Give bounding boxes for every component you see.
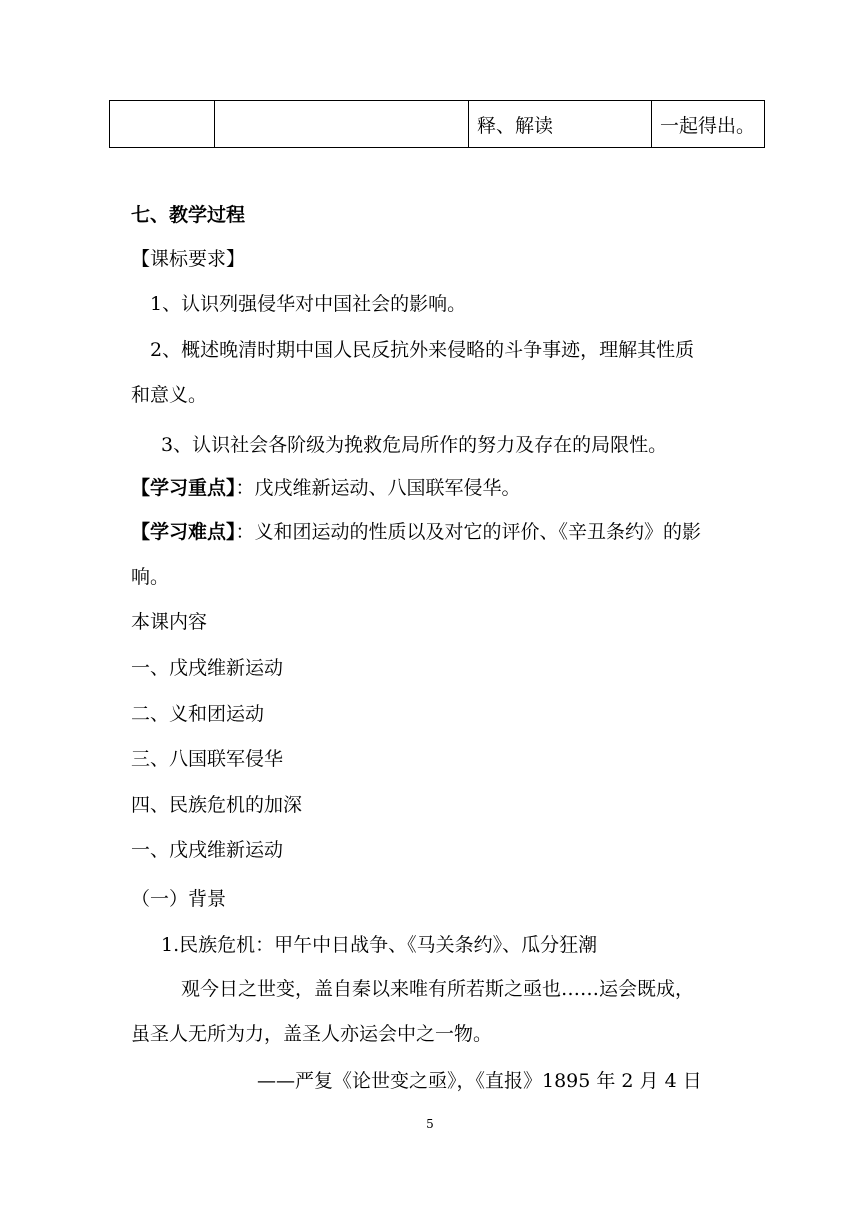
table-cell-1 (110, 101, 215, 148)
lesson-content-heading: 本课内容 (131, 611, 208, 633)
lesson-content-item: 一、戊戌维新运动 (131, 657, 284, 679)
difficult-points-line-1 (131, 520, 701, 544)
curriculum-item-2-line-1: 2、概述晚清时期中国人民反抗外来侵略的斗争事迹，理解其性质 (150, 339, 695, 361)
difficult-points-label: 【学习难点】 (131, 521, 236, 543)
page-number: 5 (426, 1117, 434, 1131)
table-cell-2 (215, 101, 469, 148)
table-cell-4: 一起得出。 (652, 101, 765, 148)
difficult-points-line-2: 响。 (131, 566, 170, 588)
curriculum-item-2-line-2: 和意义。 (131, 384, 208, 406)
curriculum-heading: 【课标要求】 (131, 248, 246, 270)
quote-line-2: 虽圣人无所为力，盖圣人亦运会中之一物。 (131, 1023, 493, 1045)
difficult-points-text: ：义和团运动的性质以及对它的评价、《辛丑条约》的影 (235, 521, 702, 543)
table-cell-3: 释、解读 (469, 101, 652, 148)
table-fragment (109, 100, 765, 148)
section-one-point-1: 1.民族危机：甲午中日战争、《马关条约》、瓜分狂潮 (161, 934, 598, 956)
section-title: 七、教学过程 (131, 204, 246, 226)
key-points-text: ：戊戌维新运动、八国联军侵华。 (235, 477, 521, 499)
key-points (131, 476, 521, 500)
quote-line-1: 观今日之世变，盖自秦以来唯有所若斯之亟也……运会既成， (181, 978, 695, 1000)
key-points-label: 【学习重点】 (131, 477, 236, 499)
lesson-content-item: 二、义和团运动 (131, 703, 265, 725)
lesson-content-item: 四、民族危机的加深 (131, 794, 303, 816)
lesson-content-item: 三、八国联军侵华 (131, 748, 284, 770)
curriculum-item-3: 3、认识社会各阶级为挽救危局所作的努力及存在的局限性。 (161, 434, 668, 456)
curriculum-item-1: 1、认识列强侵华对中国社会的影响。 (150, 293, 467, 315)
section-one-sub: （一）背景 (131, 888, 227, 910)
table-row (110, 101, 765, 148)
section-one-title: 一、戊戌维新运动 (131, 839, 284, 861)
quote-source: ——严复《论世变之亟》，《直报》1895 年 2 月 4 日 (257, 1070, 702, 1092)
